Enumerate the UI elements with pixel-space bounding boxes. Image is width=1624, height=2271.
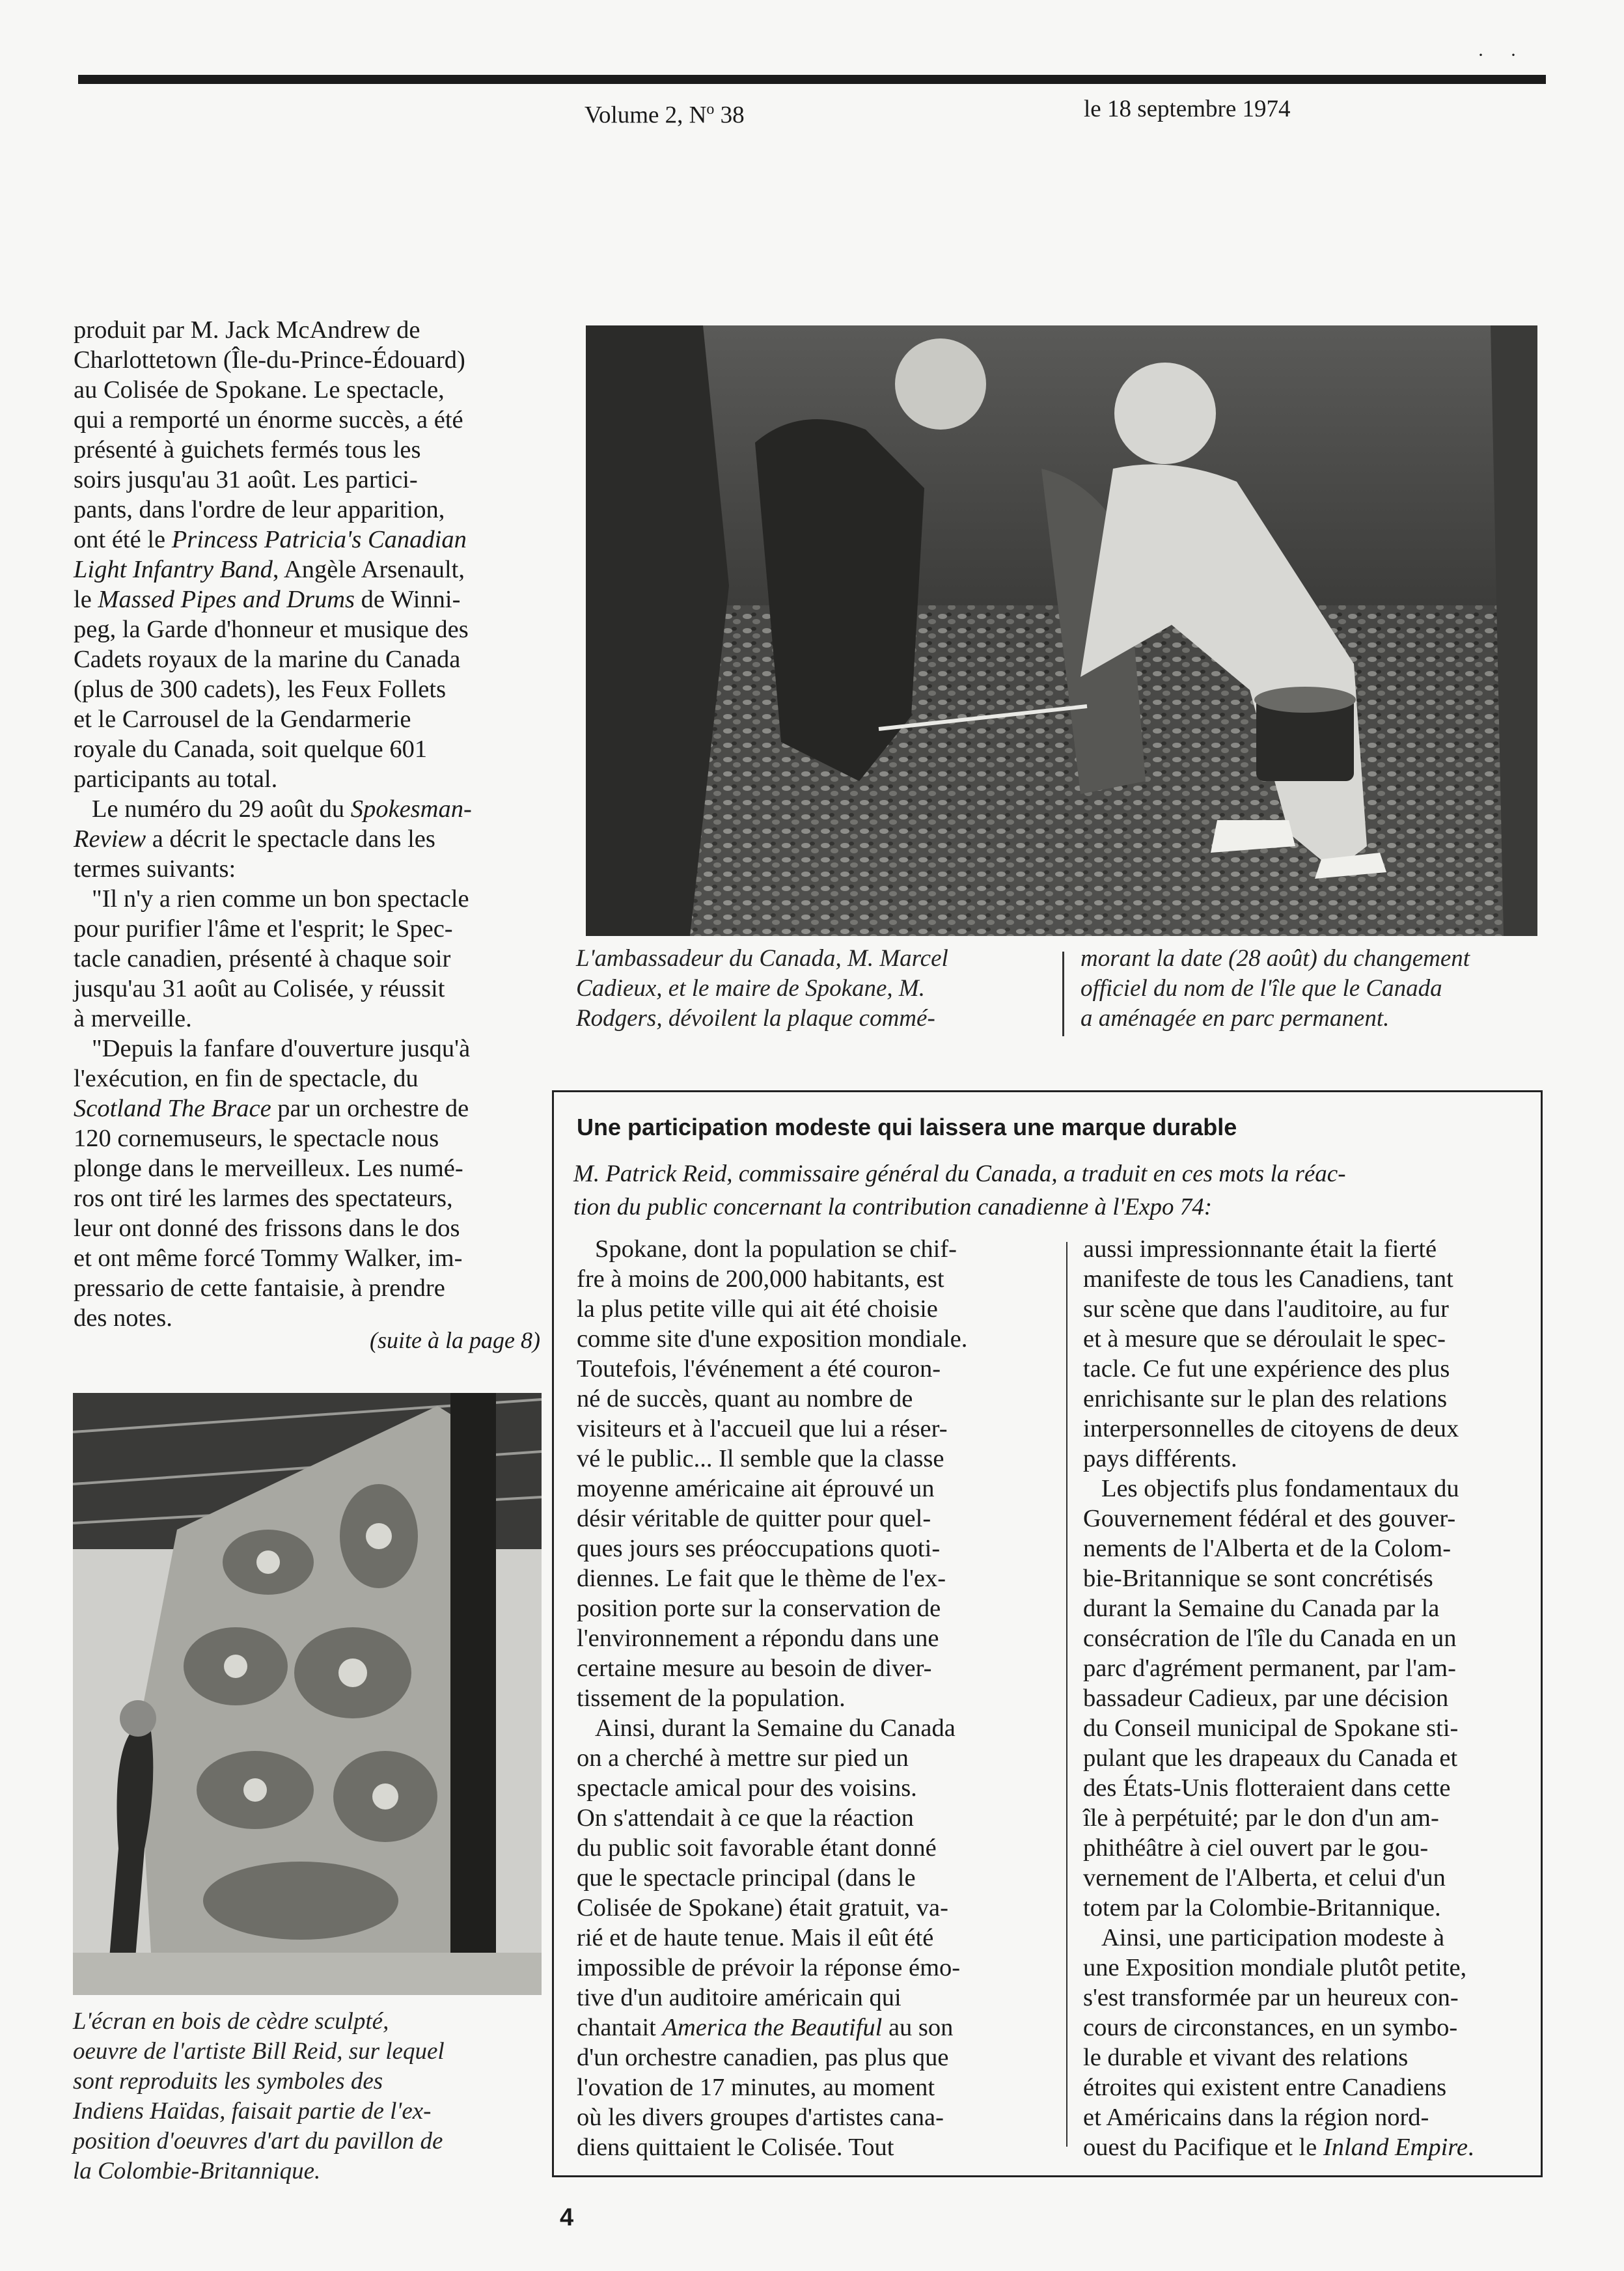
- text-line: présenté à guichets fermés tous les: [74, 436, 421, 463]
- text-line: et le Carrousel de la Gendarmerie: [74, 706, 411, 733]
- text-line: la plus petite ville qui ait été choisie: [577, 1295, 938, 1323]
- text-line: une Exposition mondiale plutôt petite,: [1083, 1954, 1467, 1981]
- boxed-article: [552, 1090, 1543, 2177]
- boxed-article-title: Une participation modeste qui laissera une marque durable: [577, 1114, 1237, 1140]
- text-line: tacle. Ce fut une expérience des plus: [1083, 1355, 1450, 1383]
- issue-date: le 18 septembre 1974: [1084, 96, 1291, 122]
- text-line: on a cherché à mettre sur pied un: [577, 1744, 909, 1772]
- quote-line: 120 cornemuseurs, le spectacle nous: [74, 1125, 439, 1152]
- column-divider: [1066, 1242, 1067, 2147]
- quote-line: plonge dans le merveilleux. Les numé-: [74, 1155, 463, 1182]
- text-line: fre à moins de 200,000 habitants, est: [577, 1265, 944, 1293]
- ribbon-cutting-photo: [586, 325, 1537, 936]
- boxed-article-column-1: [577, 1234, 1045, 2162]
- text-line: ont été le Princess Patricia's Canadian: [74, 526, 467, 553]
- text-line: pants, dans l'ordre de leur apparition,: [74, 496, 445, 523]
- text-line: (plus de 300 cadets), les Feux Follets: [74, 676, 447, 703]
- text-line: du public soit favorable étant donné: [577, 1834, 937, 1862]
- text-line: bie-Britannique se sont concrétisés: [1083, 1565, 1433, 1592]
- text-line: né de succès, quant au nombre de: [577, 1385, 913, 1412]
- text-line: Les objectifs plus fondamentaux du: [1101, 1475, 1459, 1502]
- text-line: interpersonnelles de citoyens de deux: [1083, 1415, 1459, 1442]
- text-line: soirs jusqu'au 31 août. Les partici-: [74, 466, 418, 493]
- text-line: visiteurs et à l'accueil que lui a réser-: [577, 1415, 948, 1442]
- text-line: Review a décrit le spectacle dans les: [74, 825, 435, 853]
- text-line: sur scène que dans l'auditoire, au fur: [1083, 1295, 1449, 1323]
- carved-screen-caption: [73, 2007, 548, 2186]
- text-line: impossible de prévoir la réponse émo-: [577, 1954, 961, 1981]
- text-line: l'environnement a répondu dans une: [577, 1625, 939, 1652]
- text-line: vé le public... Il semble que la classe: [577, 1445, 944, 1472]
- text-line: Ainsi, durant la Semaine du Canada: [595, 1714, 956, 1742]
- text-line: tive d'un auditoire américain qui: [577, 1984, 901, 2011]
- text-line: l'ovation de 17 minutes, au moment: [577, 2074, 935, 2101]
- text-line: certaine mesure au besoin de diver-: [577, 1655, 932, 1682]
- text-line: désir véritable de quitter pour quel-: [577, 1505, 931, 1532]
- quote-line: des notes.: [74, 1304, 172, 1332]
- caption-line: officiel du nom de l'île que le Canada: [1080, 975, 1442, 1002]
- text-line: pays différents.: [1083, 1445, 1237, 1472]
- ribbon-caption-right: [1080, 944, 1549, 1034]
- text-line: du Conseil municipal de Spokane sti-: [1083, 1714, 1459, 1742]
- text-line: ques jours ses préoccupations quoti-: [577, 1535, 941, 1562]
- quote-line: "Depuis la fanfare d'ouverture jusqu'à: [92, 1035, 471, 1062]
- carved-screen-photo: [73, 1393, 542, 1995]
- text-line: étroites qui existent entre Canadiens: [1083, 2074, 1447, 2101]
- text-line: et Américains dans la région nord-: [1083, 2104, 1429, 2131]
- quote-line: "Il n'y a rien comme un bon spectacle: [92, 885, 469, 913]
- text-line: île à perpétuité; par le don d'un am-: [1083, 1804, 1439, 1832]
- caption-divider: [1062, 952, 1064, 1036]
- quote-line: à merveille.: [74, 1005, 192, 1032]
- quote-line: jusqu'au 31 août au Colisée, y réussit: [74, 975, 445, 1002]
- text-line: durant la Semaine du Canada par la: [1083, 1595, 1440, 1622]
- text-line: position porte sur la conservation de: [577, 1595, 941, 1622]
- text-line: Charlottetown (Île-du-Prince-Édouard): [74, 346, 465, 374]
- caption-line: Rodgers, dévoilent la plaque commé-: [576, 1005, 935, 1032]
- text-line: Spokane, dont la population se chif-: [595, 1235, 957, 1263]
- caption-line: oeuvre de l'artiste Bill Reid, sur lequel: [73, 2038, 445, 2065]
- text-line: aussi impressionnante était la fierté: [1083, 1235, 1437, 1263]
- corner-dots: ··: [1478, 44, 1543, 66]
- article-intro: [74, 315, 542, 794]
- issue-volume: Volume 2, $N^o$ 38: [585, 101, 745, 129]
- text-line: s'est transformée par un heureux con-: [1083, 1984, 1459, 2011]
- text-line: royale du Canada, soit quelque 601: [74, 736, 428, 763]
- text-line: parc d'agrément permanent, par l'am-: [1083, 1655, 1456, 1682]
- quote-line: leur ont donné des frissons dans le dos: [74, 1215, 460, 1242]
- quote-line: l'exécution, en fin de spectacle, du: [74, 1065, 419, 1092]
- text-line: Colisée de Spokane) était gratuit, va-: [577, 1894, 948, 1921]
- quote-line: et ont même forcé Tommy Walker, im-: [74, 1245, 463, 1272]
- text-line: phithéâtre à ciel ouvert par le gou-: [1083, 1834, 1429, 1862]
- quote-line: pressario de cette fantaisie, à prendre: [74, 1274, 445, 1302]
- quote-line: pour purifier l'âme et l'esprit; le Spec-: [74, 915, 453, 943]
- text-line: spectacle amical pour des voisins.: [577, 1774, 917, 1802]
- text-line: ouest du Pacifique et le Inland Empire.: [1083, 2134, 1474, 2161]
- text-line: diens quittaient le Colisée. Tout: [577, 2134, 894, 2161]
- text-line: manifeste de tous les Canadiens, tant: [1083, 1265, 1453, 1293]
- text-line: produit par M. Jack McAndrew de: [74, 316, 420, 344]
- text-line: et à mesure que se déroulait le spec-: [1083, 1325, 1446, 1353]
- text-line: Gouvernement fédéral et des gouver-: [1083, 1505, 1456, 1532]
- text-line: qui a remporté un énorme succès, a été: [74, 406, 463, 434]
- caption-line: Cadieux, et le maire de Spokane, M.: [576, 975, 925, 1002]
- text-line: chantait America the Beautiful au son: [577, 2014, 954, 2041]
- text-line: comme site d'une exposition mondiale.: [577, 1325, 968, 1353]
- text-line: des États-Unis flotteraient dans cette: [1083, 1774, 1451, 1802]
- caption-line: a aménagée en parc permanent.: [1080, 1005, 1390, 1032]
- lede-line: tion du public concernant la contribution canadienne à l'Expo 74:: [573, 1194, 1213, 1220]
- text-line: peg, la Garde d'honneur et musique des: [74, 616, 469, 643]
- quote-line: tacle canadien, présenté à chaque soir: [74, 945, 451, 972]
- text-line: que le spectacle principal (dans le: [577, 1864, 916, 1892]
- quote-line: ros ont tiré les larmes des spectateurs,: [74, 1185, 453, 1212]
- text-line: le Massed Pipes and Drums de Winni-: [74, 586, 461, 613]
- caption-line: L'écran en bois de cèdre sculpté,: [73, 2008, 389, 2035]
- text-line: Ainsi, une participation modeste à: [1101, 1924, 1445, 1951]
- caption-line: position d'oeuvres d'art du pavillon de: [73, 2128, 443, 2154]
- text-line: On s'attendait à ce que la réaction: [577, 1804, 914, 1832]
- text-line: consécration de l'île du Canada en un: [1083, 1625, 1457, 1652]
- quote-line: Scotland The Brace par un orchestre de: [74, 1095, 469, 1122]
- text-line: Light Infantry Band, Angèle Arsenault,: [74, 556, 465, 583]
- text-line: Toutefois, l'événement a été couron-: [577, 1355, 941, 1383]
- text-line: nements de l'Alberta et de la Colom-: [1083, 1535, 1452, 1562]
- text-line: enrichisante sur le plan des relations: [1083, 1385, 1448, 1412]
- text-line: Cadets royaux de la marine du Canada: [74, 646, 461, 673]
- text-line: diennes. Le fait que le thème de l'ex-: [577, 1565, 946, 1592]
- text-line: où les divers groupes d'artistes cana-: [577, 2104, 944, 2131]
- text-line: bassadeur Cadieux, par une décision: [1083, 1685, 1449, 1712]
- text-line: Le numéro du 29 août du Spokesman-: [92, 795, 472, 823]
- caption-line: sont reproduits les symboles des: [73, 2068, 383, 2095]
- text-line: moyenne américaine ait éprouvé un: [577, 1475, 935, 1502]
- text-line: tissement de la population.: [577, 1685, 846, 1712]
- caption-line: Indiens Haïdas, faisait partie de l'ex-: [73, 2098, 432, 2125]
- continued-note: (suite à la page 8): [370, 1327, 540, 1353]
- boxed-article-column-2: [1083, 1234, 1532, 2162]
- caption-line: morant la date (28 août) du changement: [1080, 945, 1470, 972]
- caption-line: la Colombie-Britannique.: [73, 2158, 321, 2184]
- text-line: rié et de haute tenue. Mais il eût été: [577, 1924, 934, 1951]
- text-line: d'un orchestre canadien, pas plus que: [577, 2044, 949, 2071]
- left-article: [74, 315, 542, 1333]
- text-line: le durable et vivant des relations: [1083, 2044, 1409, 2071]
- ribbon-caption-left: [576, 944, 1032, 1034]
- header-rule: [78, 75, 1546, 84]
- text-line: pulant que les drapeaux du Canada et: [1083, 1744, 1458, 1772]
- text-line: totem par la Colombie-Britannique.: [1083, 1894, 1441, 1921]
- text-line: au Colisée de Spokane. Le spectacle,: [74, 376, 445, 404]
- boxed-article-lede: [573, 1157, 1527, 1224]
- text-line: vernement de l'Alberta, et celui d'un: [1083, 1864, 1446, 1892]
- text-line: participants au total.: [74, 765, 278, 793]
- caption-line: L'ambassadeur du Canada, M. Marcel: [576, 945, 948, 972]
- page-number: 4: [560, 2204, 574, 2231]
- text-line: termes suivants:: [74, 855, 236, 883]
- lede-line: M. Patrick Reid, commissaire général du Canada, a traduit en ces mots la réac-: [573, 1161, 1346, 1187]
- text-line: cours de circonstances, en un symbo-: [1083, 2014, 1458, 2041]
